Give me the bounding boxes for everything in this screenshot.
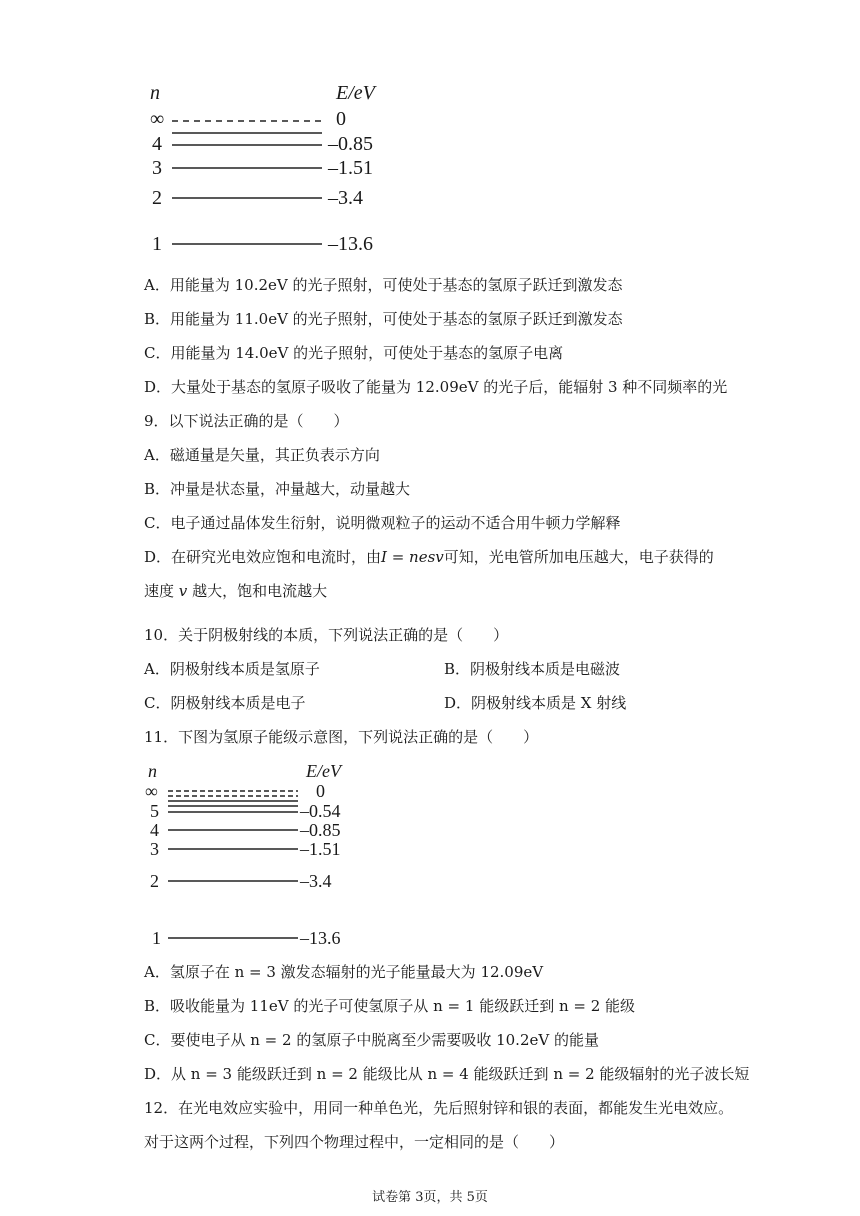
q10-option-b: B．阴极射线本质是电磁波 — [444, 660, 621, 678]
q9-d-formula: I = nesv — [381, 548, 444, 566]
q8-option-b: B．用能量为 11.0eV 的光子照射，可使处于基态的氢原子跃迁到激发态 — [144, 310, 623, 328]
level-n-inf: ∞ — [150, 108, 165, 130]
level2-n-2: 2 — [150, 871, 159, 891]
level-e-3: –1.51 — [328, 157, 373, 179]
level-e-1: –13.6 — [328, 233, 373, 255]
level2-n-4: 4 — [150, 820, 159, 840]
q9-d-text3: 速度 — [144, 582, 175, 600]
q9-d-text2: 可知，光电管所加电压越大，电子获得的 — [443, 548, 714, 566]
level-n-4: 4 — [152, 133, 162, 155]
q8-option-c: C．用能量为 14.0eV 的光子照射，可使处于基态的氢原子电离 — [144, 344, 564, 362]
level2-n-1: 1 — [152, 928, 161, 948]
q10-option-d: D．阴极射线本质是 X 射线 — [444, 694, 627, 712]
q11-option-d: D．从 n = 3 能级跃迁到 n = 2 能级比从 n = 4 能级跃迁到 n = 2 能级辐射的光子波长短 — [144, 1065, 750, 1083]
n-axis-label: n — [150, 82, 160, 104]
level-n-3: 3 — [152, 157, 162, 179]
energy-axis-label: E/eV — [336, 82, 375, 104]
q9-option-c: C．电子通过晶体发生衍射，说明微观粒子的运动不适合用牛顿力学解释 — [144, 514, 621, 532]
q8-option-d: D．大量处于基态的氢原子吸收了能量为 12.09eV 的光子后，能辐射 3 种不同频率的光 — [144, 378, 728, 396]
q9-d-text1: D．在研究光电效应饱和电流时，由 — [144, 548, 382, 566]
level2-e-2: –3.4 — [300, 871, 332, 891]
level-e-2: –3.4 — [328, 187, 363, 209]
q9-stem: 9．以下说法正确的是（ ） — [144, 412, 349, 430]
q12-stem-line2: 对于这两个过程，下列四个物理过程中，一定相同的是（ ） — [144, 1133, 565, 1151]
q10-stem: 10．关于阴极射线的本质，下列说法正确的是（ ） — [144, 626, 509, 644]
q10-option-c: C．阴极射线本质是电子 — [144, 694, 306, 712]
level2-e-5: –0.54 — [300, 801, 341, 821]
level-e-inf: 0 — [336, 108, 346, 130]
energy-axis-label-2: E/eV — [306, 761, 341, 781]
q11-stem: 11．下图为氢原子能级示意图，下列说法正确的是（ ） — [144, 728, 539, 746]
level-e-4: –0.85 — [328, 133, 373, 155]
q11-option-c: C．要使电子从 n = 2 的氢原子中脱离至少需要吸收 10.2eV 的能量 — [144, 1031, 599, 1049]
q8-option-a: A．用能量为 10.2eV 的光子照射，可使处于基态的氢原子跃迁到激发态 — [144, 276, 623, 294]
q11-option-a: A．氢原子在 n = 3 激发态辐射的光子能量最大为 12.09eV — [144, 963, 544, 981]
level2-e-4: –0.85 — [300, 820, 341, 840]
q9-d-text4: 越大，饱和电流越大 — [192, 582, 328, 600]
level2-n-5: 5 — [150, 801, 159, 821]
level-n-2: 2 — [152, 187, 162, 209]
q11-option-b: B．吸收能量为 11eV 的光子可使氢原子从 n = 1 能级跃迁到 n = 2 能级 — [144, 997, 636, 1015]
level2-e-1: –13.6 — [300, 928, 341, 948]
q9-option-b: B．冲量是状态量，冲量越大，动量越大 — [144, 480, 411, 498]
page-footer: 试卷第 3页，共 5页 — [372, 1190, 488, 1205]
level2-e-inf: 0 — [316, 781, 325, 801]
q9-option-a: A．磁通量是矢量，其正负表示方向 — [144, 446, 380, 464]
q9-d-var: v — [178, 582, 188, 600]
q12-stem-line1: 12．在光电效应实验中，用同一种单色光，先后照射锌和银的表面，都能发生光电效应。 — [144, 1099, 734, 1117]
level2-n-inf: ∞ — [145, 781, 158, 801]
q10-option-a: A．阴极射线本质是氢原子 — [144, 660, 320, 678]
level2-n-3: 3 — [150, 839, 159, 859]
level-n-1: 1 — [152, 233, 162, 255]
n-axis-label-2: n — [148, 761, 157, 781]
level2-e-3: –1.51 — [300, 839, 341, 859]
